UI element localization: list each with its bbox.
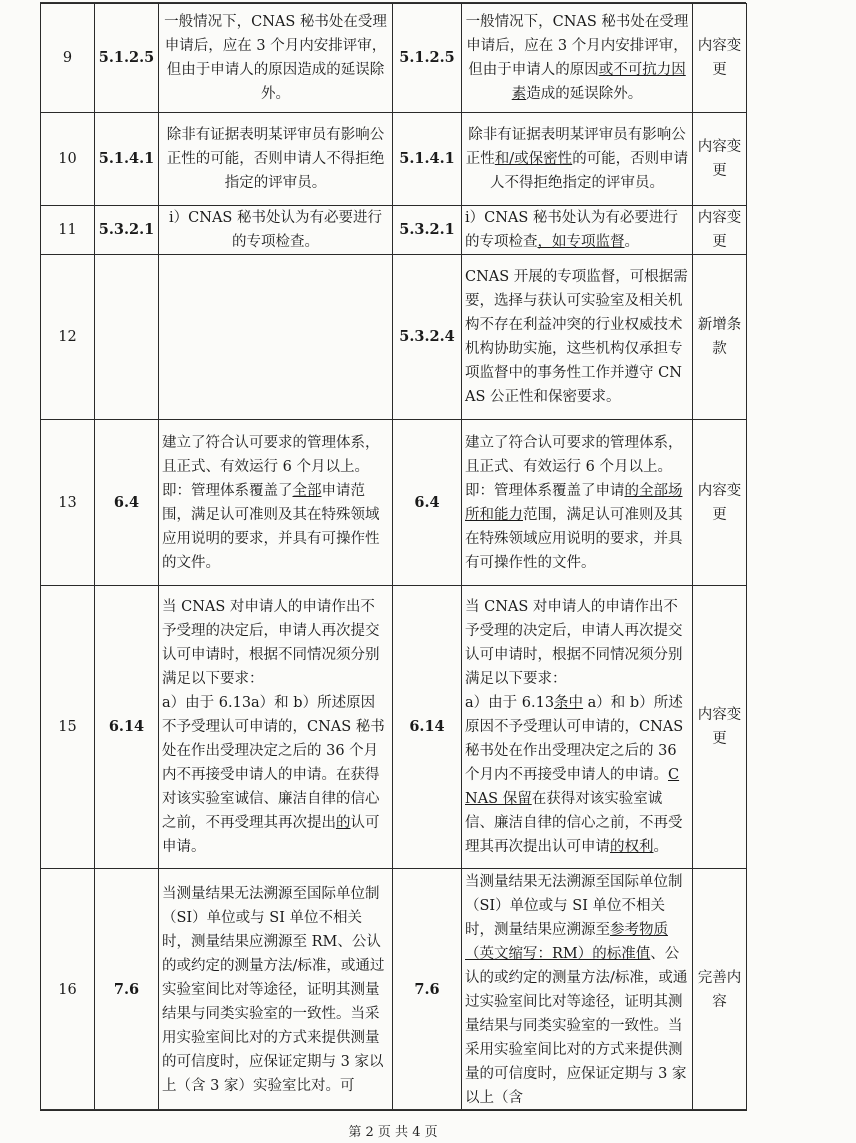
old-clause: 7.6: [95, 869, 159, 1111]
old-text: [159, 255, 393, 420]
new-text-part: 建立了符合认可要求的管理体系，且正式、有效运行 6 个月以上。即：管理体系覆盖了申请: [465, 434, 683, 499]
new-clause: 6.4: [393, 420, 462, 586]
old-text: 当测量结果无法溯源至国际单位制（SI）单位或与 SI 单位不相关时，测量结果应溯源至 RM、公认的或约定的测量方法/标准，或通过实验室间比对等途径，证明其测量结果与同类实验室的一致性。当采用实验室间比对的方式来提供测量的可信度时，应保证定期与 3 家以上（含 3 家）实验室比对。可: [159, 869, 393, 1111]
new-clause: 5.3.2.1: [393, 206, 462, 255]
new-text-part: a）和 b）所述原因不予受理认可申请的，CNAS 秘书处在作出受理决定之后的 36 个月内不再接受申请人的申请。: [465, 695, 684, 783]
row-number: 16: [41, 869, 95, 1111]
change-type: 内容变更: [693, 586, 747, 869]
old-text-part: 申请范围，满足认可准则及其在特殊领域应用说明的要求，并具有可操作性的文件。: [162, 482, 380, 571]
old-text: [159, 586, 393, 869]
changed-text: CNAS 保留: [465, 767, 680, 807]
change-type: 内容变更: [693, 4, 747, 113]
page-footer: 第 2 页 共 4 页: [348, 1125, 438, 1140]
new-clause: 5.1.4.1: [393, 113, 462, 206]
old-text: i）CNAS 秘书处认为有必要进行的专项检查。: [159, 206, 393, 255]
old-clause: 5.3.2.1: [95, 206, 159, 255]
old-text: 除非有证据表明某评审员有影响公正性的可能，否则申请人不得拒绝指定的评审员。: [159, 113, 393, 206]
changed-text: 参考物质（英文缩写：RM）的标准值: [465, 921, 668, 962]
old-clause: 6.14: [95, 586, 159, 869]
new-text-part: 的可能，否则申请人不得拒绝指定的评审员。: [490, 151, 689, 191]
new-text: [462, 255, 693, 420]
new-text-part: 。: [653, 839, 668, 855]
new-text: [462, 420, 693, 586]
changed-text: 或不可抗力因素: [511, 62, 686, 102]
change-type: 内容变更: [693, 113, 747, 206]
new-text-part: 除非有证据表明某评审员有影响公正性: [465, 127, 686, 167]
table-row: [41, 255, 747, 420]
row-number: 13: [41, 420, 95, 586]
new-text-part: 。: [624, 234, 639, 250]
changed-text: 的权利: [610, 839, 654, 855]
old-clause: [95, 255, 159, 420]
changed-text: 全部: [292, 482, 322, 499]
new-clause: 7.6: [393, 869, 462, 1111]
changed-text: ，如专项监督: [537, 234, 625, 250]
new-text-part: a）由于 6.13: [465, 695, 555, 711]
new-text-part: 在获得对该实验室诚信、廉洁自律的信心之前，不再受理其再次提出认可申请: [465, 791, 683, 855]
new-text-part: 范围，满足认可准则及其在特殊领域应用说明的要求，并具有可操作性的文件。: [465, 506, 683, 571]
changed-text: 条中: [554, 695, 584, 711]
new-text-part: i）CNAS 秘书处认为有必要进行的专项检查: [465, 210, 678, 250]
old-text: 一般情况下，CNAS 秘书处在受理申请后，应在 3 个月内安排评审，但由于申请人的原因造成的延误除外。: [159, 4, 393, 113]
new-text-part: CNAS 开展的专项监督，可根据需要，选择与获认可实验室及相关机构不存在利益冲突的行业权威技术机构协助实施，这些机构仅承担专项监督中的事务性工作并遵守 CNAS 公正性和保密要求。: [465, 269, 688, 405]
row-number: 9: [41, 4, 95, 113]
comparison-table: [40, 3, 747, 1111]
new-text: [462, 4, 693, 113]
new-text-part: 当测量结果无法溯源至国际单位制（SI）单位或与 SI 单位不相关时，测量结果应溯源至: [465, 873, 683, 938]
change-type: 内容变更: [693, 420, 747, 586]
new-text: [462, 869, 693, 1111]
new-text: [462, 206, 693, 255]
table-row: [41, 420, 747, 586]
old-text-part: 当 CNAS 对申请人的申请作出不予受理的决定后，申请人再次提交认可申请时，根据不同情况须分别满足以下要求：: [162, 599, 380, 687]
old-text-part: 建立了符合认可要求的管理体系，且正式、有效运行 6 个月以上。即：管理体系覆盖了: [162, 434, 380, 499]
change-type: 新增条款: [693, 255, 747, 420]
row-number: 10: [41, 113, 95, 206]
changed-text: 的全部场所和能力: [465, 482, 683, 523]
row-number: 12: [41, 255, 95, 420]
old-text: [159, 420, 393, 586]
new-clause: 5.1.2.5: [393, 4, 462, 113]
new-text-part: 当 CNAS 对申请人的申请作出不予受理的决定后，申请人再次提交认可申请时，根据不同情况须分别满足以下要求：: [465, 599, 683, 687]
old-clause: 5.1.2.5: [95, 4, 159, 113]
changed-text: 的: [336, 815, 351, 831]
table-row: [41, 206, 747, 255]
table-row: [41, 586, 747, 869]
bottom-rule: [40, 1109, 746, 1110]
new-text-part: 造成的延误除外。: [526, 86, 643, 102]
table-row: [41, 869, 747, 1111]
old-text-part: a）由于 6.13a）和 b）所述原因不予受理认可申请的，CNAS 秘书处在作出受理决定之后的 36 个月内不再接受申请人的申请。在获得对该实验室诚信、廉洁自律的信心之前，不再受理其再次提出: [162, 695, 385, 831]
new-text: [462, 113, 693, 206]
table-row: [41, 113, 747, 206]
old-clause: 6.4: [95, 420, 159, 586]
table-row: [41, 4, 747, 113]
row-number: 15: [41, 586, 95, 869]
old-clause: 5.1.4.1: [95, 113, 159, 206]
new-text-part: 一般情况下，CNAS 秘书处在受理申请后，应在 3 个月内安排评审，但由于申请人的原因: [465, 14, 689, 78]
changed-text: 和/或保密性: [494, 151, 573, 167]
new-text: [462, 586, 693, 869]
new-clause: 6.14: [393, 586, 462, 869]
change-type: 完善内容: [693, 869, 747, 1111]
change-type: 内容变更: [693, 206, 747, 255]
row-number: 11: [41, 206, 95, 255]
old-text-part: 认可申请。: [162, 815, 380, 855]
new-clause: 5.3.2.4: [393, 255, 462, 420]
new-text-part: 、公认的或约定的测量方法/标准，或通过实验室间比对等途径，证明其测量结果与同类实验室的一致性。当采用实验室间比对的方式来提供测量的可信度时，应保证定期与 3 家以上（含: [465, 945, 688, 1106]
